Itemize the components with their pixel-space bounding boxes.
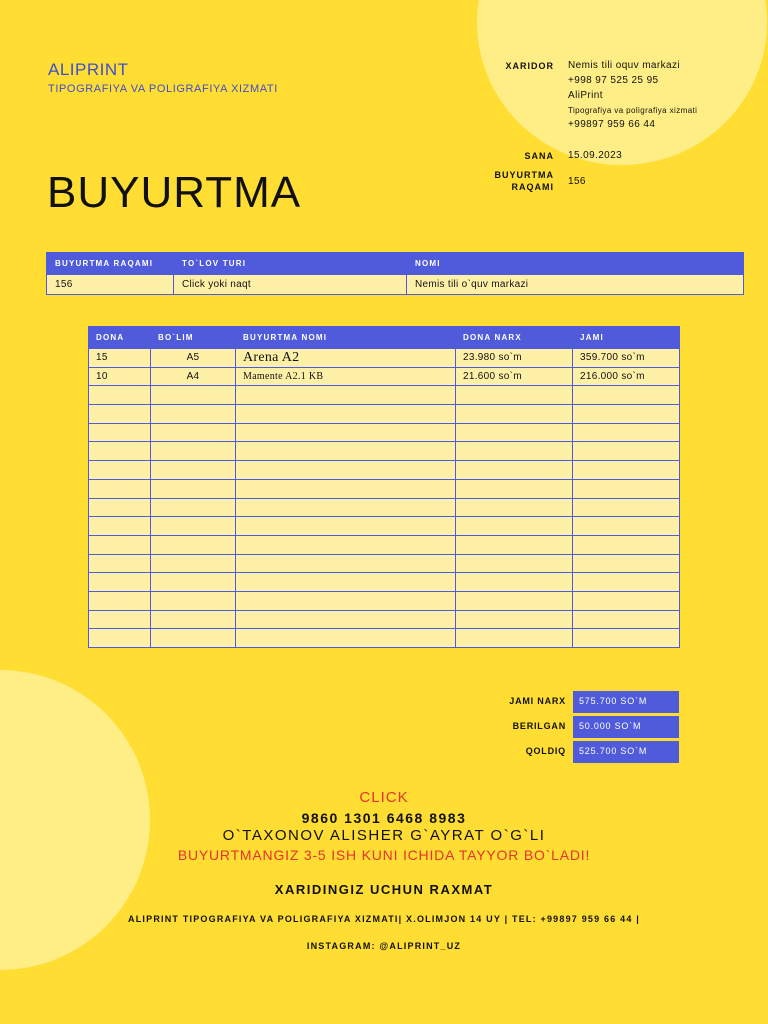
remaining-row	[480, 741, 680, 763]
customer-phone: +998 97 525 25 95	[568, 75, 659, 86]
total-price-row	[480, 691, 680, 713]
paid-value: 50.000 SO`M	[573, 716, 679, 738]
empty-row	[89, 517, 680, 536]
col-header-total: JAMI	[573, 327, 680, 349]
order-number-cell: 156	[47, 275, 174, 295]
col-header-order-number: BUYURTMA RAQAMI	[47, 253, 174, 275]
items-table	[88, 326, 680, 648]
card-number: 9860 1301 6468 8983	[301, 810, 467, 826]
seller-phone: +99897 959 66 44	[568, 119, 656, 130]
seller-name: AliPrint	[568, 90, 603, 101]
item-name-cell: Mamente A2.1 KB	[236, 367, 456, 386]
empty-row	[89, 479, 680, 498]
remaining-value: 525.700 SO`M	[573, 741, 679, 763]
payment-method: CLICK	[359, 789, 409, 806]
order-info-table	[46, 252, 744, 295]
payment-type-cell: Click yoki naqt	[174, 275, 407, 295]
empty-row	[89, 423, 680, 442]
empty-row	[89, 405, 680, 424]
customer-name: Nemis tili oquv markazi	[568, 60, 681, 71]
thanks-message: XARIDINGIZ UCHUN RAXMAT	[274, 882, 494, 897]
table-row	[89, 349, 680, 368]
table-row	[47, 275, 744, 295]
col-header-payment-type: TO`LOV TURI	[174, 253, 407, 275]
client-name-cell: Nemis tili o`quv markazi	[407, 275, 744, 295]
col-header-quantity: DONA	[89, 327, 151, 349]
table-row	[89, 367, 680, 386]
empty-row	[89, 610, 680, 629]
company-address: ALIPRINT TIPOGRAFIYA VA POLIGRAFIYA XIZMATI| X.OLIMJON 14 UY | TEL: +99897 959 66 44 |	[128, 914, 640, 924]
empty-row	[89, 629, 680, 648]
company-header	[48, 60, 278, 95]
order-number-value: 156	[568, 176, 586, 187]
total-cell: 359.700 so`m	[573, 349, 680, 368]
empty-row	[89, 498, 680, 517]
instagram-handle: INSTAGRAM: @ALIPRINT_UZ	[306, 941, 462, 951]
empty-row	[89, 442, 680, 461]
card-owner: O`TAXONOV ALISHER G`AYRAT O`G`LI	[222, 827, 546, 844]
company-subtitle: TIPOGRAFIYA VA POLIGRAFIYA XIZMATI	[48, 83, 278, 95]
quantity-cell: 15	[89, 349, 151, 368]
empty-row	[89, 591, 680, 610]
date-value: 15.09.2023	[568, 150, 623, 161]
remaining-label: QOLDIQ	[525, 746, 566, 756]
empty-row	[89, 386, 680, 405]
item-name-cell: Arena A2	[236, 349, 456, 368]
quantity-cell: 10	[89, 367, 151, 386]
section-cell: A4	[151, 367, 236, 386]
order-number-label-line2: RAQAMI	[511, 182, 554, 192]
ready-notice: BUYURTMANGIZ 3-5 ISH KUNI ICHIDA TAYYOR BO`LADI!	[177, 847, 591, 863]
company-name: ALIPRINT	[48, 60, 129, 79]
col-header-item-name: BUYURTMA NOMI	[236, 327, 456, 349]
empty-row	[89, 573, 680, 592]
unit-price-cell: 21.600 so`m	[456, 367, 573, 386]
seller-description: Tipografiya va poligrafiya xizmati	[568, 106, 698, 115]
empty-row	[89, 461, 680, 480]
total-price-label: JAMI NARX	[509, 696, 566, 706]
col-header-name: NOMI	[407, 253, 744, 275]
paid-label: BERILGAN	[512, 721, 566, 731]
date-label: SANA	[524, 151, 554, 161]
col-header-section: BO`LIM	[151, 327, 236, 349]
unit-price-cell: 23.980 so`m	[456, 349, 573, 368]
empty-row	[89, 535, 680, 554]
col-header-unit-price: DONA NARX	[456, 327, 573, 349]
section-cell: A5	[151, 349, 236, 368]
document-title: BUYURTMA	[47, 168, 302, 217]
empty-row	[89, 554, 680, 573]
total-cell: 216.000 so`m	[573, 367, 680, 386]
total-price-value: 575.700 SO`M	[573, 691, 679, 713]
paid-row	[480, 716, 680, 738]
order-number-label-line1: BUYURTMA	[494, 170, 554, 180]
customer-label: XARIDOR	[505, 61, 554, 71]
